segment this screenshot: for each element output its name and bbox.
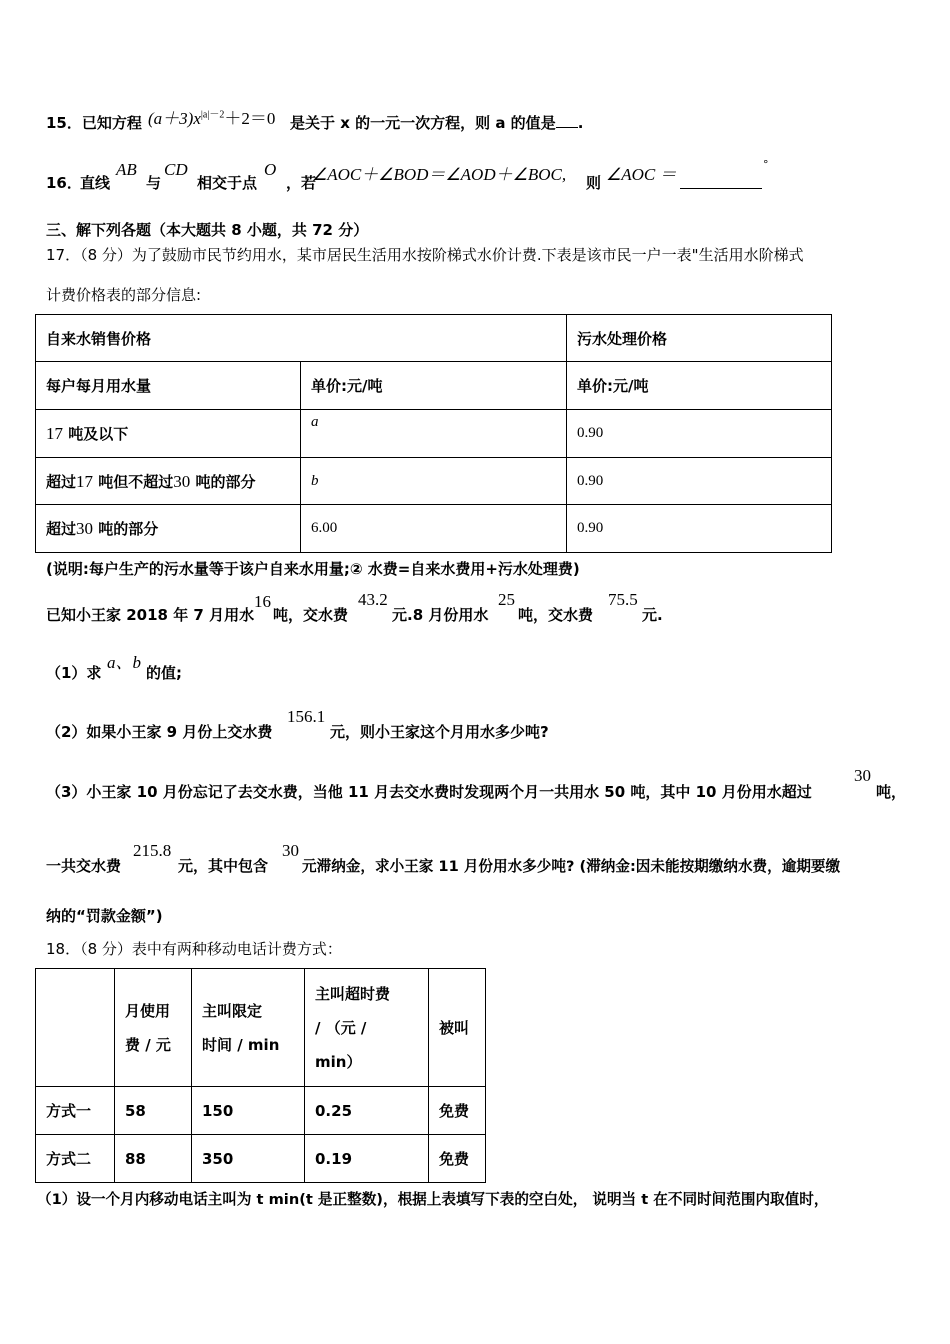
q16-ask: ∠AOC ＝ xyxy=(606,165,677,184)
plan-time: 350 xyxy=(192,1135,305,1183)
header-tap-water: 自来水销售价格 xyxy=(36,315,567,362)
table-row xyxy=(36,1135,486,1183)
table-row xyxy=(36,410,832,458)
question-15 xyxy=(46,112,142,133)
usage-cell: 超过17 吨但不超过30 吨的部分 xyxy=(36,458,301,505)
q17-known-2: 吨，交水费 xyxy=(273,606,349,624)
table-row xyxy=(36,362,832,410)
header-empty xyxy=(36,969,115,1087)
phone-plan-table xyxy=(35,968,486,1183)
q17-score: （8 分） xyxy=(80,246,132,264)
plan-name: 方式一 xyxy=(36,1087,115,1135)
q17-intro-line-2: 计费价格表的部分信息: xyxy=(46,286,202,304)
price-cell: 6.00 xyxy=(301,505,567,553)
q15-statement xyxy=(290,112,583,133)
water-price-table xyxy=(35,314,832,553)
q15-suffix: 是关于 x 的一元一次方程，则 a 的值是 xyxy=(290,114,556,132)
q17-known-3: 元.8 月份用水 xyxy=(392,606,489,624)
table-row xyxy=(36,1087,486,1135)
plan-called: 免费 xyxy=(429,1087,486,1135)
q16-answer-blank[interactable] xyxy=(680,188,762,189)
price-cell: a xyxy=(301,410,567,458)
q17-sub3-text-4: 元，其中包含 xyxy=(178,857,269,875)
header-sewage-unit-price: 单价:元/吨 xyxy=(567,362,832,410)
q17-intro-line-1 xyxy=(46,244,804,265)
plan-overtime: 0.19 xyxy=(305,1135,429,1183)
plan-name: 方式二 xyxy=(36,1135,115,1183)
plan-fee: 58 xyxy=(115,1087,192,1135)
q16-condition: ∠AOC＋∠BOD＝∠AOD＋∠BOC, xyxy=(312,165,567,184)
table-row xyxy=(36,315,832,362)
q17-intro-1: 为了鼓励市民节约用水，某市居民生活用水按阶梯式水价计费.下表是该市民一户一表"生活用水阶梯式 xyxy=(131,246,804,264)
q17-sub1-end: 的值; xyxy=(146,664,182,682)
q17-note: (说明:每户生产的污水量等于该户自来水用量;② 水费=自来水费用+污水处理费) xyxy=(46,560,580,578)
q15-answer-blank[interactable] xyxy=(556,127,578,128)
sewage-cell: 0.90 xyxy=(567,505,832,553)
q17-known-5: 元. xyxy=(642,606,663,624)
q16-text-3: 相交于点 xyxy=(197,174,258,192)
q17-sub3-v1: 30 xyxy=(854,766,871,785)
table-row xyxy=(36,505,832,553)
q17-sub3-text-1: （3）小王家 10 月份忘记了去交水费，当他 11 月去交水费时发现两个月一共用水 50 吨，其中 10 月份用水超过 xyxy=(46,783,812,801)
header-time-limit: 主叫限定 时间 / min xyxy=(192,969,305,1087)
q16-line-cd: CD xyxy=(164,160,188,179)
q15-end: . xyxy=(577,114,584,132)
q17-sub3-text-5: 元滞纳金，求小王家 11 月份用水多少吨? (滞纳金:因未能按期缴纳水费，逾期要缴 xyxy=(302,858,841,875)
q17-sub3-text-2: 吨， xyxy=(876,783,907,801)
header-unit-price: 单价:元/吨 xyxy=(301,362,567,410)
price-cell: b xyxy=(301,458,567,505)
q17-known-1: 已知小王家 2018 年 7 月用水 xyxy=(46,606,255,624)
plan-fee: 88 xyxy=(115,1135,192,1183)
header-called: 被叫 xyxy=(429,969,486,1087)
q17-sub2-value: 156.1 xyxy=(287,707,326,726)
q16-text-1: 直线 xyxy=(80,174,111,192)
table-row xyxy=(36,969,486,1087)
q16-text-5: 则 xyxy=(586,174,602,192)
table-row xyxy=(36,458,832,505)
sewage-cell: 0.90 xyxy=(567,458,832,505)
q15-eq-exponent: |a|－2 xyxy=(200,109,225,121)
q16-degree: ° xyxy=(763,158,769,171)
q15-eq-main: (a＋3)x xyxy=(148,109,201,128)
q17-sub3-text-3: 一共交水费 xyxy=(46,857,122,875)
q17-sub1-text: （1）求 xyxy=(46,664,102,682)
q17-known-v3: 25 xyxy=(498,590,515,609)
header-sewage: 污水处理价格 xyxy=(567,315,832,362)
q17-known-v2: 43.2 xyxy=(358,590,388,609)
q17-known-v4: 75.5 xyxy=(608,590,638,609)
usage-cell: 超过30 吨的部分 xyxy=(36,505,301,553)
q17-number: 17． xyxy=(46,246,81,264)
section-3-heading: 三、解下列各题（本大题共 8 小题，共 72 分） xyxy=(46,221,369,239)
plan-called: 免费 xyxy=(429,1135,486,1183)
q15-equation xyxy=(148,104,275,129)
q15-number: 15． xyxy=(46,114,82,132)
q17-known-4: 吨，交水费 xyxy=(518,606,594,624)
q16-number: 16． xyxy=(46,174,82,192)
q16-text-4: ，若 xyxy=(286,174,317,192)
usage-cell: 17 吨及以下 xyxy=(36,410,301,458)
q18-intro xyxy=(46,938,342,959)
q15-eq-tail: ＋2＝0 xyxy=(224,109,276,128)
header-usage: 每户每月用水量 xyxy=(36,362,301,410)
q18-sub1-text: （1）设一个月内移动电话主叫为 t min(t 是正整数)，根据上表填写下表的空白处， 说明当 t 在不同时间范围内取值时， xyxy=(37,1191,829,1208)
q17-sub3-v3: 30 xyxy=(282,841,299,860)
q17-known-v1: 16 xyxy=(254,592,271,611)
q17-sub2-text: （2）如果小王家 9 月份上交水费 xyxy=(46,723,273,741)
sewage-cell: 0.90 xyxy=(567,410,832,458)
q17-sub3-v2: 215.8 xyxy=(133,841,172,860)
q16-line-ab: AB xyxy=(116,160,137,179)
q17-sub3-text-6: 纳的“罚款金额”) xyxy=(46,907,163,925)
header-monthly-fee: 月使用 费 / 元 xyxy=(115,969,192,1087)
q16-text-2: 与 xyxy=(146,174,162,192)
plan-overtime: 0.25 xyxy=(305,1087,429,1135)
q15-prefix: 已知方程 xyxy=(81,114,142,132)
q17-sub1-vars: a、b xyxy=(107,653,141,672)
q18-intro-text: 表中有两种移动电话计费方式： xyxy=(131,940,342,958)
q16-point-o: O xyxy=(264,160,277,179)
plan-time: 150 xyxy=(192,1087,305,1135)
q17-sub2-end: 元，则小王家这个月用水多少吨? xyxy=(330,723,549,741)
header-overtime-fee: 主叫超时费 / （元 / min） xyxy=(305,969,429,1087)
q18-score: （8 分） xyxy=(80,940,132,958)
q18-number: 18． xyxy=(46,940,81,958)
